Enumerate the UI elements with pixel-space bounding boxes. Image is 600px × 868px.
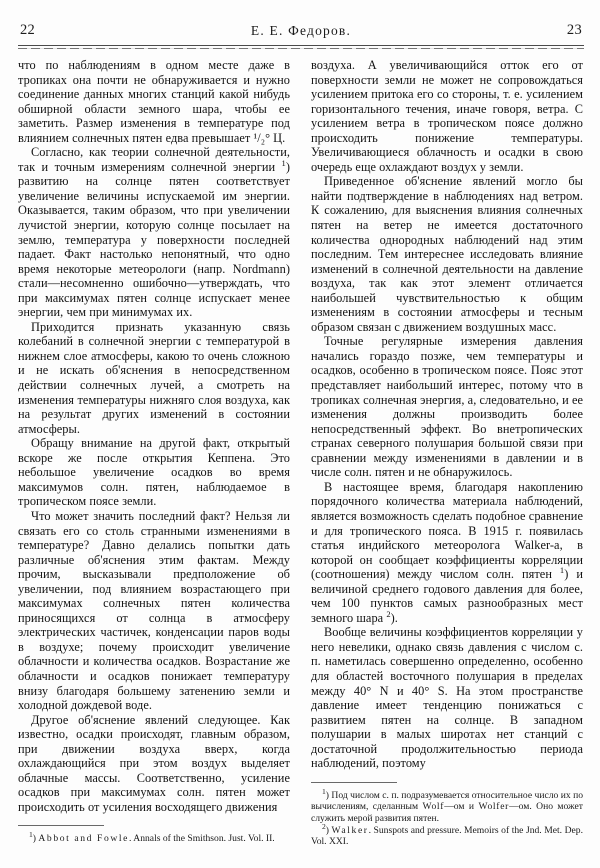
footnote-author: Wolfer bbox=[478, 801, 510, 813]
footnotes-right bbox=[311, 782, 583, 848]
paragraph: воздуха. А увеличивающийся отток его от поверхности земли не может не сопровождаться усилением притока его со стороны, т. е. усилением горизонтального течения, иначе говоря, ветра. С усилением ветра в тропическом поясе должно происходить понижение температуры. Увеличивающиеся облачность и осадки в свою очередь еще охлаждают воздух у земли. bbox=[311, 58, 583, 174]
footnote-author: Walker bbox=[331, 825, 369, 837]
footnote bbox=[18, 830, 290, 845]
body-text-right bbox=[311, 58, 583, 771]
footnote-rule bbox=[311, 782, 397, 783]
body-text-left bbox=[18, 58, 290, 814]
footnote-reference: 1 bbox=[559, 565, 565, 576]
footnote-rule bbox=[18, 825, 104, 826]
footnote-text: ) Под числом с. п. подразумевается относительное число их по вычислениям, сделанным bbox=[311, 789, 583, 813]
page-number-left: 22 bbox=[20, 22, 36, 38]
footnote-marker: 1 bbox=[322, 786, 326, 796]
paragraph: Обращу внимание на другой факт, открытый вскоре же после открытия Кеппена. Это небольшое увеличение осадков во время максимумов солн. пятен, наблюдаемое в тропическом поясе земли. bbox=[18, 436, 290, 509]
footnote-text: —ом и bbox=[444, 801, 479, 813]
footnote-paren: ) bbox=[32, 833, 39, 845]
column-right bbox=[311, 58, 583, 849]
paragraph-text: ). bbox=[390, 610, 398, 625]
text-columns bbox=[18, 58, 584, 849]
paragraph bbox=[18, 145, 290, 320]
running-head bbox=[18, 22, 584, 44]
footnote bbox=[311, 786, 584, 824]
footnote-reference: 1 bbox=[281, 157, 286, 168]
footnote-marker: 1 bbox=[29, 830, 33, 840]
footnote-citation: . Sunspots and pressure. Memoirs of the Jnd. Met. Dep. Vol. XXI. bbox=[311, 825, 584, 848]
column-left bbox=[18, 58, 290, 849]
paragraph: Точные регулярные измерения давления начались гораздо позже, чем температуры и осадков, особенно в тропическом поясе. Пояс этот представляет наибольший интерес, потому что в тропиках солнечная энергия, а, следовательно, и ее изменения должны производить более непосредственный эффект. Во внетропических странах северного полушария большой связи при сравнении между изменениями в давлении и в числе солн. пятен и не обнаружилось. bbox=[311, 334, 583, 480]
page-number-right: 23 bbox=[566, 22, 582, 38]
running-title: Е. Е. Федоров. bbox=[250, 23, 352, 38]
footnotes-left bbox=[18, 825, 290, 844]
footnote-marker: 2 bbox=[322, 821, 326, 831]
paragraph: Приведенное об'яснение явлений могло бы найти подтверждение в наблюдениях над ветром. К сожалению, для выяснения влияния солнечных пятен на ветер не имеется достаточного количества однородных наблюдений над этим последним. Тем интереснее исследовать влияние изменений в солнечной деятельности на давление воздуха, так как этот элемент отличается наибольшей чувствительностью к общим изменениям в состоянии атмосферы и тесным образом связан с движением воздушных масс. bbox=[311, 174, 583, 334]
footnote-reference: 2 bbox=[386, 608, 391, 619]
footnote-text: —ом. Оно может служить мерой развития пятен. bbox=[311, 801, 584, 824]
paragraph: что по наблюдениям в одном месте даже в тропиках она почти не обнаруживается и нужно соединение данных многих станций какой нибудь обширной области земного шара, чтобы ее заметить. Размер изменения в температуре под влиянием солнечных пятен едва превышает ¹/₂° Ц. bbox=[18, 58, 290, 145]
paragraph: Вообще величины коэффициентов корреляции у него невелики, однако связь давления с числом с. п. наметилась совершенно определенно, особенно для областей восточного полушария в пределах между 40° N и 40° S. На этом пространстве давление имеет тенденцию понижаться с развитием пятен на солнце. В западном полушарии в малых широтах нет станций с достаточной продолжительностью периода наблюдений, поэтому bbox=[311, 625, 583, 771]
header-rule bbox=[18, 45, 584, 46]
paragraph: Приходится признать указанную связь колебаний в солнечной энергии с температурой в нижнем слое атмосферы, какою то очень сложною и не искать об'яснения в непосредственном действии солнечных лучей, а смотреть на изменения температуры нижняго слоя воздуха, как на результат других изменений в состоянии атмосферы. bbox=[18, 319, 290, 436]
paragraph-text: В настоящее время, благодаря накоплению порядочного количества материала наблюдений, является возможность сделать подобное сравнение и для тропического пояса. В 1915 г. появилась статья индийского метеоролога Walker-a, в которой он сообщает коэффициенты корреляции (соотношения) между числом солн. пятен bbox=[311, 479, 583, 582]
paragraph bbox=[311, 480, 583, 625]
paragraph: Другое об'яснение явлений следующее. Как известно, осадки происходят, главным образом, при движении воздуха вверх, когда охлаждающийся при этом воздух выделяет облачные массы. Соответственно, усиление осадков при максимумах солн. пятен может происходить от усиления восходящего движения bbox=[18, 712, 290, 814]
footnote-citation: . Annals of the Smithson. Just. Vol. II. bbox=[129, 833, 275, 845]
paragraph-text: Согласно, как теории солнечной деятельности, так и точным измерениям солнечной энергии bbox=[18, 145, 290, 174]
paragraph-text: ) развитию на солнце пятен соответствует увеличение величины испускаемой им энергии. Оказывается, таким образом, что при увеличении лучистой энергии, которую солнце посылает на землю, температура у поверхности последней падает. Факт настолько непонятный, что одно время некоторые метеорологи (напр. Nordmann) стали—несомненно ошибочно—утверждать, что при максимумах пятен солнце испускает менее энергии, чем при минимумах их. bbox=[18, 159, 290, 320]
footnote-paren: ) bbox=[325, 825, 332, 837]
footnote bbox=[311, 821, 584, 848]
footnote-author: Abbot and Fowle bbox=[38, 833, 130, 845]
paragraph-text: ) и величиной среднего годового давления для более, чем 100 пунктов самых разнообразных мест земного шара bbox=[311, 567, 583, 625]
footnote-author: Wolf bbox=[422, 801, 445, 813]
paragraph: Что может значить последний факт? Нельзя ли связать его со столь странными изменениями в температуре? Давно делались попытки дать различные об'яснения этим фактам. Между прочим, высказывали предположение об увеличении, под влиянием возрастающего при максимумах солнечных пятен количества приносящихся от солнца в атмосферу электрических частичек, конденсации паров воды в воздухе; почему происходит увеличение облачности и количества осадков. Возрастание же облачности и осадков понижает температуру внизу благодаря большему затенению земли и холодной дождевой воде. bbox=[18, 508, 290, 713]
